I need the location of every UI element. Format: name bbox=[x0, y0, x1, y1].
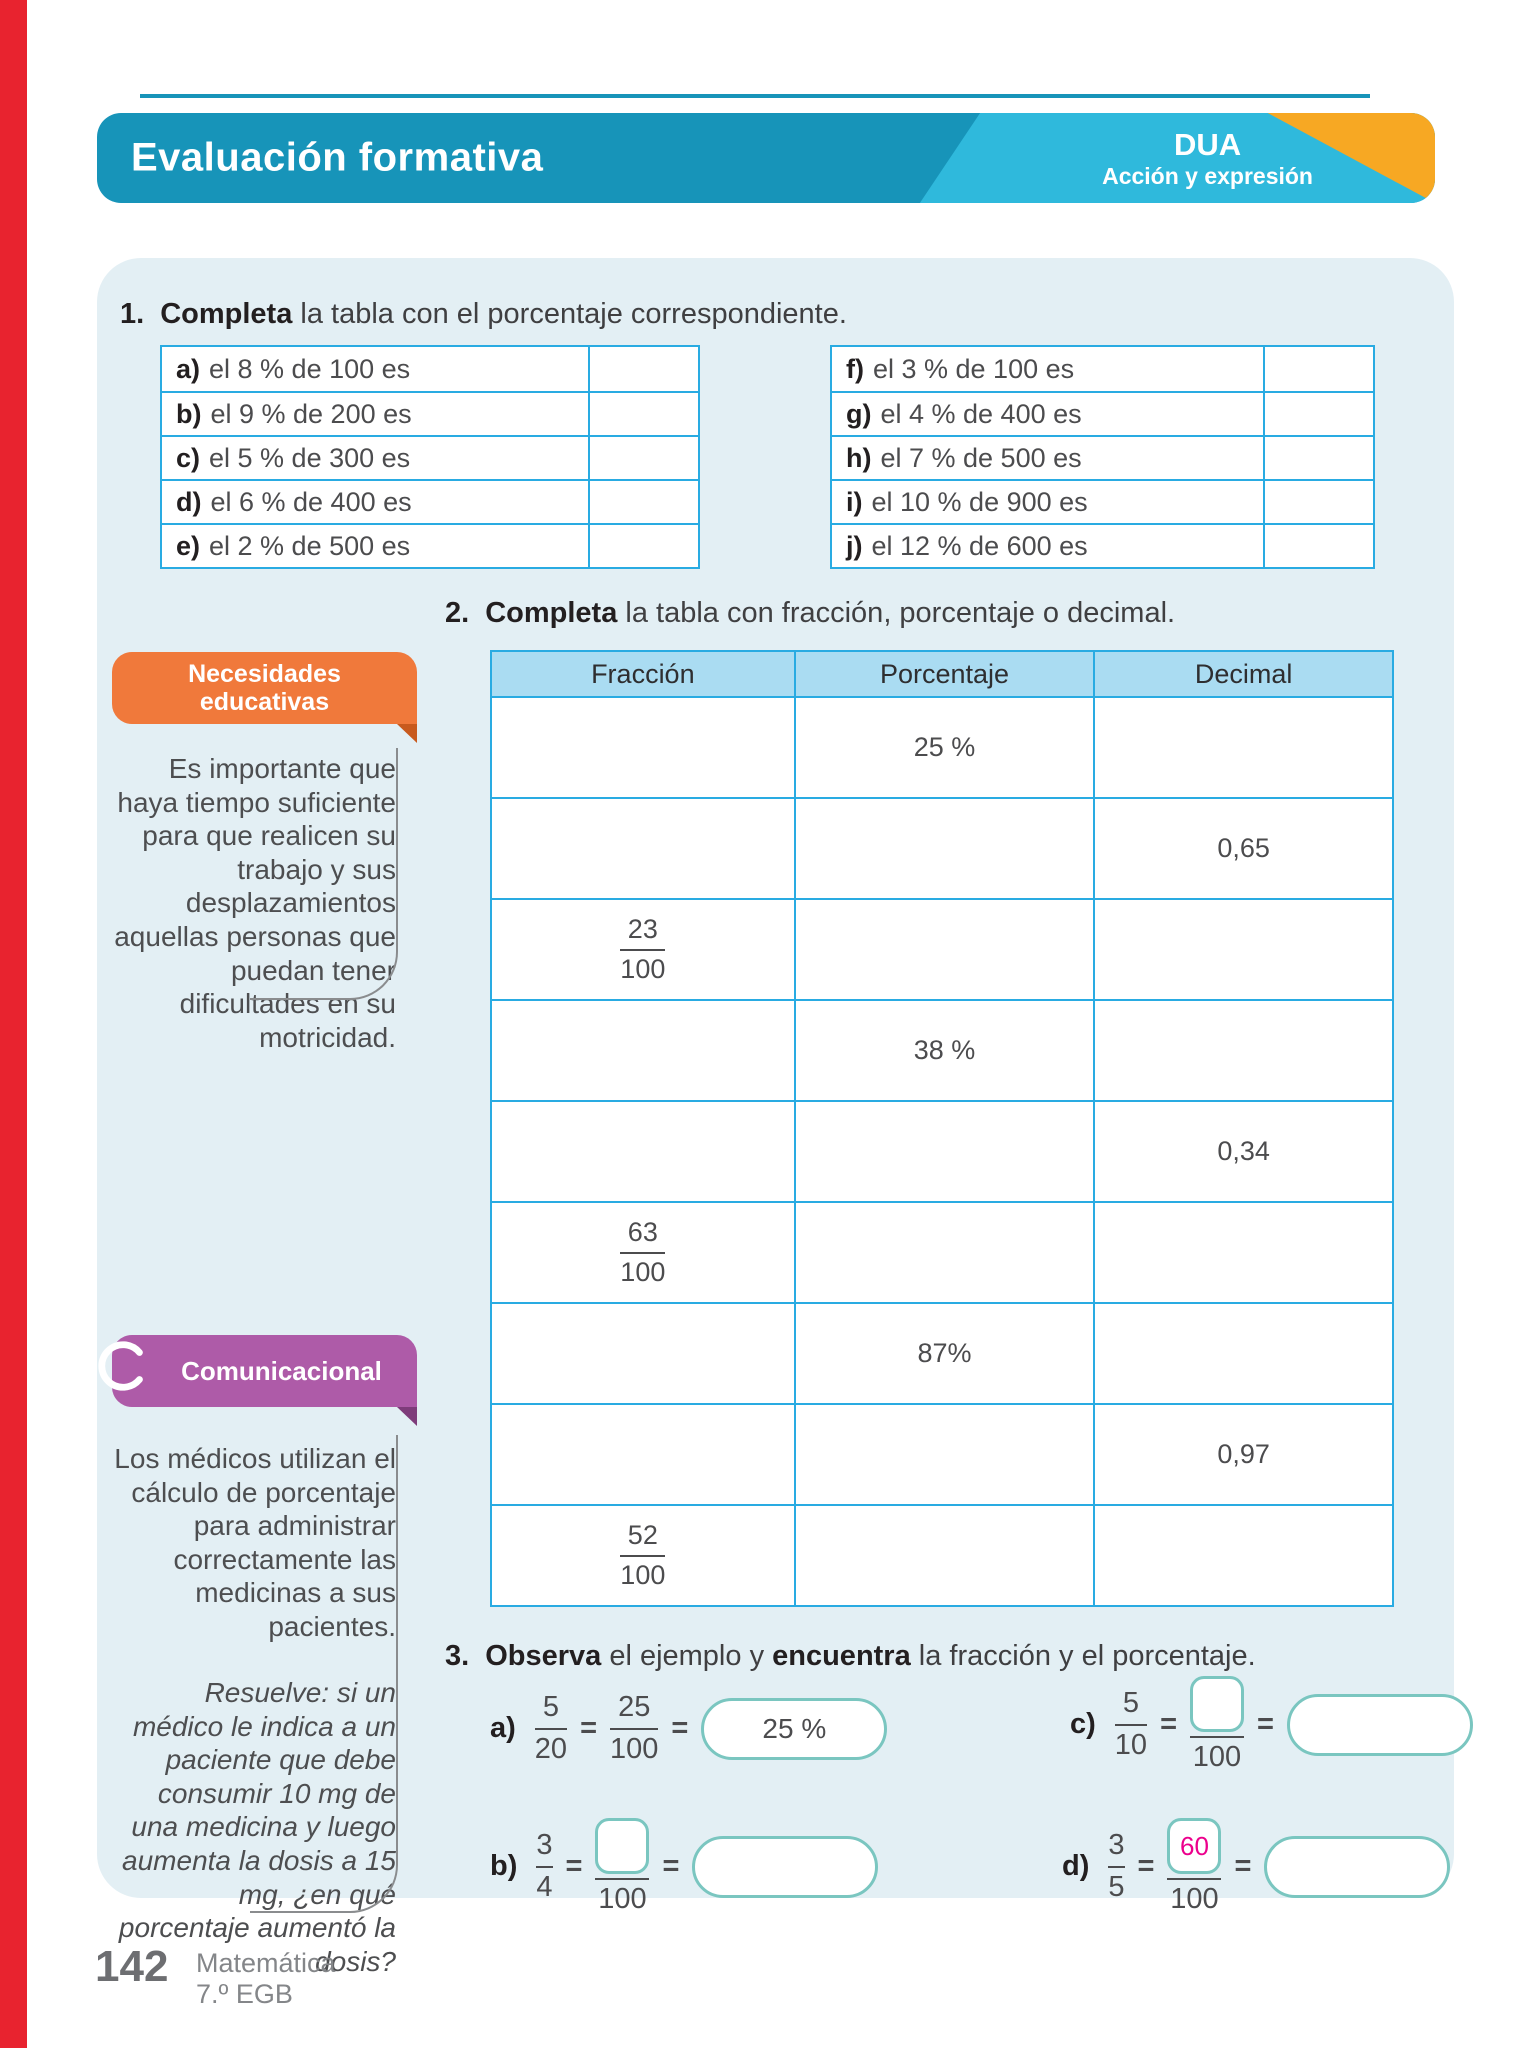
necesidades-body-text: Es importante que haya tiempo suficiente para que realicen su trabajo y sus desplazamientos aquellas personas que puedan tener dificultades en su motricidad. bbox=[114, 753, 396, 1053]
porcentaje-cell: 38 % bbox=[794, 1001, 1094, 1100]
equals-sign: = bbox=[1137, 1850, 1155, 1883]
row-label: i) bbox=[846, 486, 863, 517]
answer-pill[interactable] bbox=[1287, 1694, 1473, 1756]
decimal-cell[interactable] bbox=[1093, 1203, 1392, 1302]
equals-sign: = bbox=[671, 1712, 689, 1745]
side-bracket bbox=[250, 1435, 398, 1913]
fraction: 100 bbox=[1190, 1676, 1244, 1774]
row-text: el 2 % de 500 es bbox=[209, 530, 411, 561]
numerator-box[interactable] bbox=[1190, 1676, 1244, 1732]
porcentaje-cell[interactable] bbox=[794, 799, 1094, 898]
table-row bbox=[832, 391, 1373, 435]
exercise3-number: 3. bbox=[445, 1640, 470, 1672]
necesidades-educativas-box bbox=[112, 652, 417, 724]
footer-subject: Matemática bbox=[196, 1948, 336, 1978]
table-row bbox=[162, 479, 698, 523]
table-row bbox=[162, 391, 698, 435]
porcentaje-cell[interactable] bbox=[794, 1102, 1094, 1201]
porcentaje-cell: 25 % bbox=[794, 698, 1094, 797]
exercise1-heading: 1. Completa la tabla con el porcentaje correspondiente. bbox=[120, 298, 847, 330]
header-banner bbox=[97, 113, 1435, 203]
column-header-porcentaje: Porcentaje bbox=[794, 652, 1094, 696]
fraction-bar bbox=[620, 1252, 665, 1254]
fraccion-cell[interactable] bbox=[492, 1405, 794, 1504]
fraction: $\frac{23}{100}$ bbox=[620, 913, 666, 984]
fraction: $\frac{3}{5}$ bbox=[1108, 1829, 1125, 1903]
table-row bbox=[492, 1201, 1392, 1302]
answer-cell[interactable] bbox=[588, 393, 698, 435]
callout-title: Comunicacional bbox=[181, 1355, 382, 1386]
porcentaje-cell: 87% bbox=[794, 1304, 1094, 1403]
decimal-cell: 0,34 bbox=[1093, 1102, 1392, 1201]
exercise3-item-c bbox=[1070, 1676, 1473, 1774]
row-label: e) bbox=[176, 530, 201, 561]
dua-title: DUA bbox=[1173, 126, 1242, 162]
percentage-table-left bbox=[160, 345, 700, 569]
fraction-bar bbox=[595, 1878, 649, 1880]
fraccion-cell bbox=[492, 1506, 794, 1605]
fraction: $\frac{52}{100}$ bbox=[620, 1519, 666, 1590]
answer-cell[interactable] bbox=[588, 347, 698, 391]
page-title: Evaluación formativa bbox=[131, 135, 544, 180]
table-row bbox=[162, 347, 698, 391]
dua-badge bbox=[1102, 127, 1313, 189]
fraction: 100 bbox=[595, 1818, 649, 1916]
porcentaje-cell[interactable] bbox=[794, 1203, 1094, 1302]
row-text: el 12 % de 600 es bbox=[871, 530, 1088, 561]
row-label: j) bbox=[846, 530, 863, 561]
answer-pill[interactable] bbox=[1264, 1836, 1450, 1898]
dua-subtitle: Acción y expresión bbox=[1102, 162, 1313, 189]
answer-cell[interactable] bbox=[588, 437, 698, 479]
equals-sign: = bbox=[565, 1850, 583, 1883]
table-row bbox=[832, 435, 1373, 479]
exercise2-number: 2. bbox=[445, 597, 470, 629]
exercise3-item-b bbox=[490, 1818, 878, 1916]
answer-cell[interactable] bbox=[1263, 525, 1373, 567]
page-number: 142 bbox=[95, 1942, 169, 1991]
percentage-table-right bbox=[830, 345, 1375, 569]
fraction-bar bbox=[610, 1728, 658, 1730]
fraction-percent-decimal-table bbox=[490, 650, 1394, 1607]
column-header-fraccion: Fracción bbox=[591, 658, 695, 689]
row-text: el 6 % de 400 es bbox=[210, 486, 412, 517]
fraction: $\frac{25}{100}$ bbox=[610, 1691, 659, 1765]
answer-pill[interactable] bbox=[692, 1836, 878, 1898]
answer-cell[interactable] bbox=[588, 525, 698, 567]
top-rule bbox=[140, 94, 1370, 98]
decimal-cell[interactable] bbox=[1093, 698, 1392, 797]
equals-sign: = bbox=[580, 1712, 597, 1745]
fraction: $\frac{5}{10}$ bbox=[1114, 1687, 1148, 1761]
fraccion-cell[interactable] bbox=[492, 1304, 794, 1403]
decimal-cell[interactable] bbox=[1093, 900, 1392, 999]
row-text: el 9 % de 200 es bbox=[210, 398, 412, 429]
footer-grade: 7.º EGB bbox=[196, 1979, 293, 2010]
fraction-bar bbox=[620, 1555, 665, 1557]
row-label: h) bbox=[846, 442, 872, 473]
fraction: $\frac{63}{100}$ bbox=[620, 1216, 666, 1287]
row-label: d) bbox=[176, 486, 202, 517]
side-bracket bbox=[250, 748, 398, 1000]
fraction-bar bbox=[1167, 1878, 1221, 1880]
table-row bbox=[492, 1100, 1392, 1201]
table-row bbox=[492, 1302, 1392, 1403]
table-row bbox=[492, 999, 1392, 1100]
item-label: b) bbox=[490, 1850, 518, 1883]
callout-title-line2: educativas bbox=[199, 688, 330, 716]
table-row bbox=[832, 479, 1373, 523]
equals-sign: = bbox=[1160, 1708, 1177, 1741]
item-label: d) bbox=[1062, 1850, 1090, 1883]
row-text: el 3 % de 100 es bbox=[872, 353, 1075, 384]
table-row bbox=[832, 523, 1373, 567]
fraccion-cell bbox=[492, 1203, 794, 1302]
fraction: $\frac{3}{4}$ bbox=[536, 1829, 553, 1903]
row-text: el 4 % de 400 es bbox=[880, 398, 1082, 429]
equals-sign: = bbox=[662, 1850, 680, 1883]
row-label: g) bbox=[846, 398, 872, 429]
decimal-cell[interactable] bbox=[1093, 1001, 1392, 1100]
row-label: a) bbox=[176, 353, 201, 384]
fraction: $\frac{5}{20}$ bbox=[534, 1691, 568, 1765]
c-letter-icon bbox=[95, 1337, 153, 1395]
answer-cell[interactable] bbox=[1263, 347, 1373, 391]
porcentaje-cell[interactable] bbox=[794, 1506, 1094, 1605]
fraction-bar bbox=[535, 1728, 567, 1730]
fraccion-cell[interactable] bbox=[492, 698, 794, 797]
item-label: c) bbox=[1070, 1708, 1096, 1741]
row-text: el 8 % de 100 es bbox=[209, 353, 411, 384]
equals-sign: = bbox=[1234, 1850, 1252, 1883]
table-row bbox=[162, 523, 698, 567]
row-label: c) bbox=[176, 442, 201, 473]
exercise3-item-a bbox=[490, 1692, 887, 1766]
row-label: f) bbox=[846, 353, 864, 384]
row-text: el 7 % de 500 es bbox=[880, 442, 1082, 473]
fraccion-cell[interactable] bbox=[492, 799, 794, 898]
decimal-cell: 0,65 bbox=[1093, 799, 1392, 898]
porcentaje-cell[interactable] bbox=[794, 1405, 1094, 1504]
equals-sign: = bbox=[1257, 1708, 1274, 1741]
numerator-box-filled[interactable]: 60 bbox=[1167, 1818, 1221, 1874]
table-row bbox=[832, 347, 1373, 391]
fraction: $\frac{60}{100}$ bbox=[1167, 1818, 1221, 1916]
footer-meta bbox=[196, 1948, 336, 2010]
answer-cell[interactable] bbox=[588, 481, 698, 523]
table-header-row bbox=[492, 652, 1392, 696]
exercise1-number: 1. bbox=[120, 298, 145, 330]
page-edge-red-strip bbox=[0, 0, 27, 2048]
comunicacional-resuelve-text: Resuelve: si un médico le indica a un paciente que debe consumir 10 mg de una medicina y luego aumenta la dosis a 15 mg, ¿en qué porcentaje aumentó la dosis? bbox=[118, 1677, 396, 1977]
item-label: a) bbox=[490, 1712, 516, 1745]
table-row bbox=[162, 435, 698, 479]
answer-pill[interactable]: 25 % bbox=[701, 1698, 887, 1760]
fraction-bar bbox=[620, 949, 665, 951]
fraccion-cell[interactable] bbox=[492, 1102, 794, 1201]
decimal-cell[interactable] bbox=[1093, 1506, 1392, 1605]
table-row bbox=[492, 1504, 1392, 1605]
exercise3-heading: 3. Observa el ejemplo y encuentra la fracción y el porcentaje. bbox=[445, 1640, 1256, 1672]
table-row bbox=[492, 898, 1392, 999]
table-row bbox=[492, 696, 1392, 797]
callout-title-line1: Necesidades bbox=[188, 660, 341, 688]
porcentaje-cell[interactable] bbox=[794, 900, 1094, 999]
row-text: el 10 % de 900 es bbox=[871, 486, 1088, 517]
fraction-bar bbox=[1190, 1736, 1244, 1738]
fraccion-cell[interactable] bbox=[492, 1001, 794, 1100]
answer-cell[interactable] bbox=[1263, 437, 1373, 479]
table-row bbox=[492, 797, 1392, 898]
row-text: el 5 % de 300 es bbox=[209, 442, 411, 473]
answer-cell[interactable] bbox=[1263, 481, 1373, 523]
numerator-box[interactable] bbox=[595, 1818, 649, 1874]
table-row bbox=[492, 1403, 1392, 1504]
row-label: b) bbox=[176, 398, 202, 429]
answer-cell[interactable] bbox=[1263, 393, 1373, 435]
comunicacional-body-text: Los médicos utilizan el cálculo de porcentaje para administrar correctamente las medicinas a sus pacientes. bbox=[114, 1443, 396, 1642]
exercise2-heading: 2. Completa la tabla con fracción, porcentaje o decimal. bbox=[445, 597, 1176, 629]
fraction-bar bbox=[1115, 1724, 1147, 1726]
fraccion-cell bbox=[492, 900, 794, 999]
decimal-cell[interactable] bbox=[1093, 1304, 1392, 1403]
column-header-decimal: Decimal bbox=[1093, 652, 1392, 696]
comunicacional-box bbox=[112, 1335, 417, 1407]
fraction-bar bbox=[536, 1866, 552, 1868]
decimal-cell: 0,97 bbox=[1093, 1405, 1392, 1504]
fraction-bar bbox=[1108, 1866, 1124, 1868]
exercise3-item-d bbox=[1062, 1818, 1450, 1916]
